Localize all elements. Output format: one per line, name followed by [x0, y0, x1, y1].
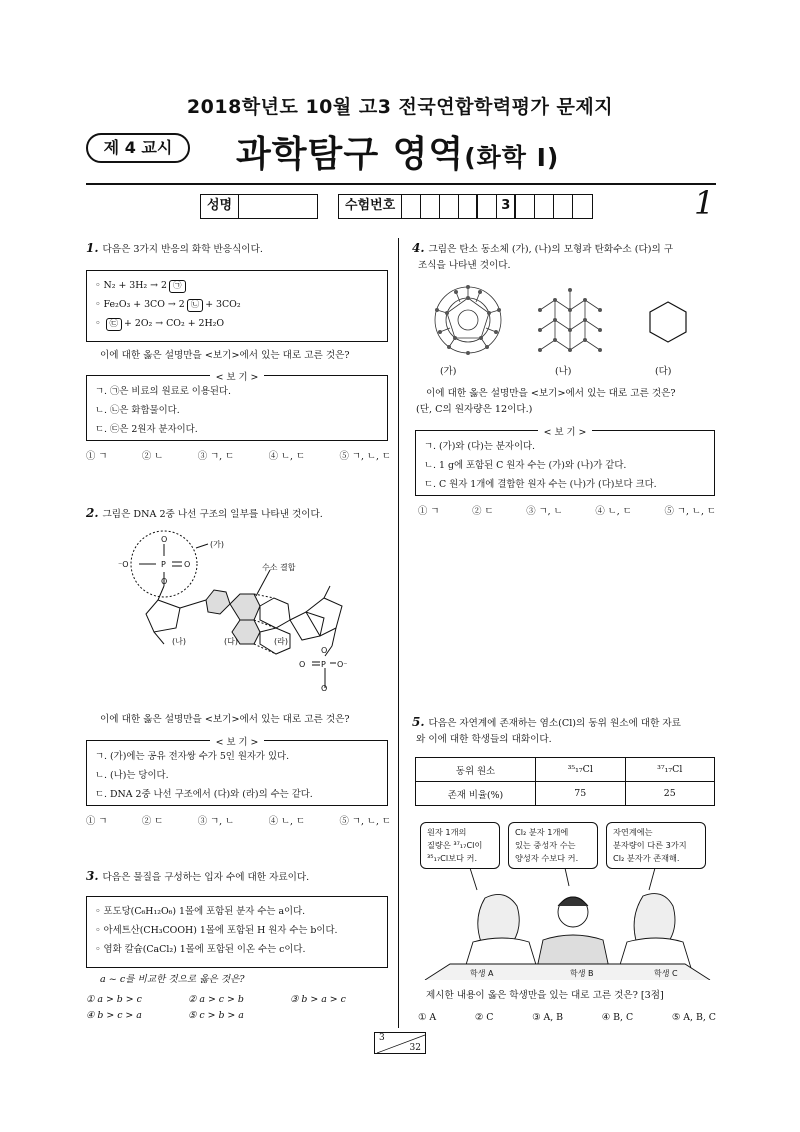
- bubble-b-line: Cl₂ 분자 1개에: [515, 827, 569, 837]
- bubble-a-line: ³⁵₁₇Cl보다 커.: [427, 853, 478, 863]
- dna-label-ga: (가): [210, 540, 224, 549]
- q1-choice-2[interactable]: ② ㄴ: [141, 451, 164, 462]
- exam-number-cell[interactable]: [516, 195, 535, 218]
- header-divider: [86, 183, 716, 185]
- q4-fig-label-na: (나): [555, 366, 572, 377]
- exam-title: 2018학년도 10월 고3 전국연합학력평가 문제지: [186, 96, 614, 118]
- name-box: [200, 194, 318, 219]
- q1-stem: [86, 240, 263, 258]
- q3-line-2-text: 아세트산(CH₃COOH) 1몰에 포함된 H 원자 수는 b이다.: [103, 925, 338, 936]
- q4-prompt-1: 이에 대한 옳은 설명만을 <보기>에서 있는 대로 고른 것은?: [426, 388, 676, 399]
- isotope-table: [415, 757, 715, 806]
- q3-line-1: ◦ 포도당(C₆H₁₂O₆) 1몰에 포함된 분자 수는 a이다.: [95, 906, 306, 917]
- exam-number-cell[interactable]: 3: [497, 195, 516, 218]
- atom-p: P: [161, 560, 166, 569]
- table-cell: 75: [536, 782, 626, 806]
- bubble-a-line: 원자 1개의: [427, 827, 467, 837]
- exam-number-cell[interactable]: [535, 195, 554, 218]
- q4-bogi-title-wrap: [416, 423, 714, 442]
- q4-stem-text-2: 조식을 나타낸 것이다.: [418, 260, 511, 271]
- q5-stem-text-2: 와 이에 대한 학생들의 대화이다.: [416, 734, 552, 745]
- q1-tag-b: ㉡: [187, 299, 204, 312]
- q1-eq-1: ◦ N₂ + 3H₂ → 2 ㉠: [95, 276, 379, 295]
- q2-prompt: 이에 대한 옳은 설명만을 <보기>에서 있는 대로 고른 것은?: [100, 714, 350, 725]
- q4-prompt-2: (단, C의 원자량은 12이다.): [416, 404, 533, 415]
- speech-bubble-c: [606, 822, 706, 869]
- hbond-label: 수소 결합: [262, 563, 296, 572]
- q2-choice-5[interactable]: ⑤ ㄱ, ㄴ, ㄷ: [339, 816, 391, 827]
- q3-choice-4[interactable]: ④ b > c > a: [86, 1010, 142, 1021]
- q4-number: 4.: [412, 241, 425, 255]
- q5-prompt: 제시한 내용이 옳은 학생만을 있는 대로 고른 것은? [3점]: [426, 990, 664, 1001]
- q4-fig-label-ga: (가): [440, 366, 457, 377]
- sugar-ring-left: [146, 600, 180, 632]
- q2-choice-3[interactable]: ③ ㄱ, ㄴ: [197, 816, 235, 827]
- base-ring-right: [290, 612, 324, 640]
- exam-number-label: 수험번호: [339, 195, 402, 218]
- base-hex-3: [260, 598, 290, 628]
- q3-choices-row1: [86, 994, 346, 1005]
- q4-choice-2[interactable]: ② ㄷ: [472, 506, 494, 517]
- q4-choices: [418, 503, 716, 517]
- sugar-ring-right: [306, 598, 342, 636]
- atom-o: O: [321, 684, 328, 693]
- q5-stem-line1: [412, 714, 718, 732]
- student-a-label: 학생 A: [470, 969, 494, 978]
- page-number: 1: [694, 184, 715, 222]
- q1-bogi-1: ㄱ. ㉠은 비료의 원료로 이용된다.: [95, 386, 231, 397]
- atom-o: O: [161, 577, 168, 586]
- subject-title: [236, 126, 559, 177]
- name-field[interactable]: [239, 195, 317, 218]
- name-label: 성명: [201, 195, 239, 218]
- q1-tag-a: ㉠: [169, 280, 186, 293]
- q3-choice-2[interactable]: ② a > c > b: [188, 994, 244, 1005]
- table-cell: 동위 원소: [416, 758, 536, 782]
- q3-line-2: ◦ 아세트산(CH₃COOH) 1몰에 포함된 H 원자 수는 b이다.: [95, 925, 338, 936]
- q3-data-box: [86, 896, 388, 968]
- atom-o: O: [161, 535, 168, 544]
- q3-choices-row2: [86, 1010, 244, 1021]
- total-pages: 32: [409, 1043, 421, 1053]
- q1-number: 1.: [86, 241, 99, 255]
- q1-choice-1[interactable]: ① ㄱ: [86, 451, 108, 462]
- q1-prompt: 이에 대한 옳은 설명만을 <보기>에서 있는 대로 고른 것은?: [100, 350, 350, 361]
- exam-number-cell[interactable]: [440, 195, 459, 218]
- q1-choice-5[interactable]: ⑤ ㄱ, ㄴ, ㄷ: [339, 451, 391, 462]
- q1-stem-text: 다음은 3가지 반응의 화학 반응식이다.: [102, 244, 263, 255]
- q3-number: 3.: [86, 869, 99, 883]
- q3-prompt: a ~ c를 비교한 것으로 옳은 것은?: [100, 974, 245, 985]
- table-cell: 25: [625, 782, 715, 806]
- q4-choice-4[interactable]: ④ ㄴ, ㄷ: [595, 506, 632, 517]
- q1-tag-c: ㉢: [106, 318, 123, 331]
- exam-number-cell[interactable]: [459, 195, 478, 218]
- exam-number-cell[interactable]: [402, 195, 421, 218]
- q1-choice-3[interactable]: ③ ㄱ, ㄷ: [197, 451, 235, 462]
- dna-label-na: (나): [172, 637, 186, 646]
- q2-number: 2.: [86, 506, 99, 520]
- subject-main: 과학탐구 영역: [236, 134, 465, 175]
- subject-sub: (화학 Ⅰ): [464, 143, 560, 172]
- q1-eq-2: ◦ Fe₂O₃ + 3CO → 2 ㉡ + 3CO₂: [95, 299, 241, 310]
- exam-number-cell[interactable]: [573, 195, 592, 218]
- diamond-model: [540, 290, 600, 350]
- q4-fig-label-da: (다): [655, 366, 672, 377]
- student-c-head: [634, 894, 675, 944]
- q3-stem: [86, 868, 309, 886]
- student-c-body: [619, 938, 691, 968]
- cyclohexane-structure: [650, 302, 686, 342]
- bubble-a-line: 질량은 ³⁷₁₇Cl이: [427, 840, 483, 850]
- q4-bogi-3: ㄷ. C 원자 1개에 결합한 원자 수는 (나)가 (다)보다 크다.: [424, 479, 657, 490]
- q1-eq-1-text: N₂ + 3H₂ → 2: [103, 280, 167, 291]
- q2-bogi-3: ㄷ. DNA 2중 나선 구조에서 (다)와 (라)의 수는 같다.: [95, 789, 313, 800]
- atom-o-minus: O⁻: [337, 660, 348, 669]
- q2-stem: [86, 505, 323, 523]
- exam-number-box: [338, 194, 593, 219]
- q5-choice-2[interactable]: ② C: [474, 1012, 494, 1023]
- q3-choice-5[interactable]: ⑤ c > b > a: [188, 1010, 244, 1021]
- q3-choice-1[interactable]: ① a > b > c: [86, 994, 142, 1005]
- q4-bogi-title: < 보 기 >: [538, 427, 593, 438]
- q3-line-3-text: 염화 칼슘(CaCl₂) 1몰에 포함된 이온 수는 c이다.: [103, 944, 306, 955]
- q1-choices: [86, 448, 391, 462]
- student-a-head: [478, 894, 519, 942]
- carbon-allotropes-figure: [420, 280, 720, 375]
- q4-figure-labels: [440, 363, 671, 377]
- q4-choice-5[interactable]: ⑤ ㄱ, ㄴ, ㄷ: [664, 506, 716, 517]
- q1-bogi-3: ㄷ. ㉢은 2원자 분자이다.: [95, 424, 198, 435]
- q4-stem-text-1: 그림은 탄소 동소체 (가), (나)의 모형과 탄화수소 (다)의 구: [428, 244, 674, 255]
- q4-choice-3[interactable]: ③ ㄱ, ㄴ: [526, 506, 563, 517]
- bubble-c-line: 자연계에는: [613, 827, 653, 837]
- q1-equation-box: [86, 270, 388, 342]
- q5-stem-text-1: 다음은 자연계에 존재하는 염소(Cl)의 동위 원소에 대한 자료: [428, 718, 681, 729]
- q4-stem-line1: [412, 240, 716, 258]
- q4-bogi-box: [415, 427, 715, 496]
- exam-number-cell[interactable]: [421, 195, 440, 218]
- bubble-b-line: 있는 중성자 수는: [515, 840, 576, 850]
- q5-choices: [418, 1012, 716, 1023]
- exam-number-cell[interactable]: [478, 195, 497, 218]
- q2-choice-2[interactable]: ② ㄷ: [141, 816, 164, 827]
- table-row: [416, 782, 715, 806]
- column-divider: [398, 238, 399, 1028]
- q1-bogi-title-wrap: [87, 368, 387, 387]
- current-page: 3: [379, 1033, 385, 1043]
- atom-o: O: [321, 646, 328, 655]
- atom-o: O: [299, 660, 306, 669]
- q5-stem: [412, 714, 718, 748]
- q5-choice-4[interactable]: ④ B, C: [601, 1012, 634, 1023]
- q1-eq-2-tail: + 3CO₂: [205, 299, 241, 310]
- q1-eq-2-text: Fe₂O₃ + 3CO → 2: [103, 299, 185, 310]
- q2-bogi-1: ㄱ. (가)에는 공유 전자쌍 수가 5인 원자가 있다.: [95, 751, 290, 762]
- base-hex-1: [230, 594, 260, 620]
- speech-bubble-b: [508, 822, 598, 869]
- q4-bogi-1: ㄱ. (가)와 (다)는 분자이다.: [424, 441, 536, 452]
- period-badge: 제 4 교시: [86, 133, 190, 163]
- atom-p: P: [321, 660, 326, 669]
- q5-number: 5.: [412, 715, 425, 729]
- students-illustration: [415, 868, 715, 980]
- table-cell: ³⁵₁₇Cl: [536, 758, 626, 782]
- q4-stem: [412, 240, 716, 274]
- dna-structure-figure: [110, 528, 370, 698]
- table-cell: 존재 비율(%): [416, 782, 536, 806]
- q4-choice-1[interactable]: ① ㄱ: [418, 506, 440, 517]
- q1-eq-3-text: + 2O₂ → CO₂ + 2H₂O: [124, 318, 225, 329]
- q1-eq-3: ◦ ㉢ + 2O₂ → CO₂ + 2H₂O: [95, 318, 225, 329]
- q3-line-1-text: 포도당(C₆H₁₂O₆) 1몰에 포함된 분자 수는 a이다.: [103, 906, 306, 917]
- table-cell: ³⁷₁₇Cl: [625, 758, 715, 782]
- q3-stem-text: 다음은 물질을 구성하는 입자 수에 대한 자료이다.: [102, 872, 310, 883]
- page-counter: [374, 1032, 426, 1054]
- q5-choice-5[interactable]: ⑤ A, B, C: [671, 1012, 716, 1023]
- atom-o-minus: ⁻O: [118, 560, 129, 569]
- q2-choice-4[interactable]: ④ ㄴ, ㄷ: [268, 816, 306, 827]
- q2-bogi-2: ㄴ. (나)는 당이다.: [95, 770, 169, 781]
- q2-choices: [86, 813, 391, 827]
- speech-bubble-a: [420, 822, 500, 869]
- q2-stem-text: 그림은 DNA 2중 나선 구조의 일부를 나타낸 것이다.: [102, 509, 323, 520]
- q3-choice-3[interactable]: ③ b > a > c: [290, 994, 346, 1005]
- student-b-body: [537, 935, 609, 968]
- dna-label-da: (다): [224, 637, 238, 646]
- bubble-b-line: 양성자 수보다 커.: [515, 853, 579, 863]
- q2-choice-1[interactable]: ① ㄱ: [86, 816, 108, 827]
- q1-bogi-box: [86, 372, 388, 441]
- q5-choice-3[interactable]: ③ A, B: [532, 1012, 564, 1023]
- exam-number-cell[interactable]: [554, 195, 573, 218]
- bubble-c-line: Cl₂ 분자가 존재해.: [613, 853, 680, 863]
- atom-o: O: [184, 560, 191, 569]
- q1-bogi-title: < 보 기 >: [210, 372, 265, 383]
- q4-bogi-2: ㄴ. 1 g에 포함된 C 원자 수는 (가)와 (나)가 같다.: [424, 460, 627, 471]
- student-c-label: 학생 C: [654, 969, 678, 978]
- q1-choice-4[interactable]: ④ ㄴ, ㄷ: [268, 451, 306, 462]
- q5-choice-1[interactable]: ① A: [418, 1012, 437, 1023]
- table-row: [416, 758, 715, 782]
- dna-label-ra: (라): [274, 637, 288, 646]
- q2-bogi-box: [86, 737, 388, 806]
- student-a-body: [465, 938, 537, 968]
- bubble-c-line: 분자량이 다른 3가지: [613, 840, 687, 850]
- student-b-label: 학생 B: [570, 969, 594, 978]
- q1-bogi-2: ㄴ. ㉡은 화합물이다.: [95, 405, 180, 416]
- base-pentagon: [206, 590, 230, 614]
- q2-bogi-title-wrap: [87, 733, 387, 752]
- q2-bogi-title: < 보 기 >: [210, 737, 265, 748]
- q3-line-3: ◦ 염화 칼슘(CaCl₂) 1몰에 포함된 이온 수는 c이다.: [95, 944, 306, 955]
